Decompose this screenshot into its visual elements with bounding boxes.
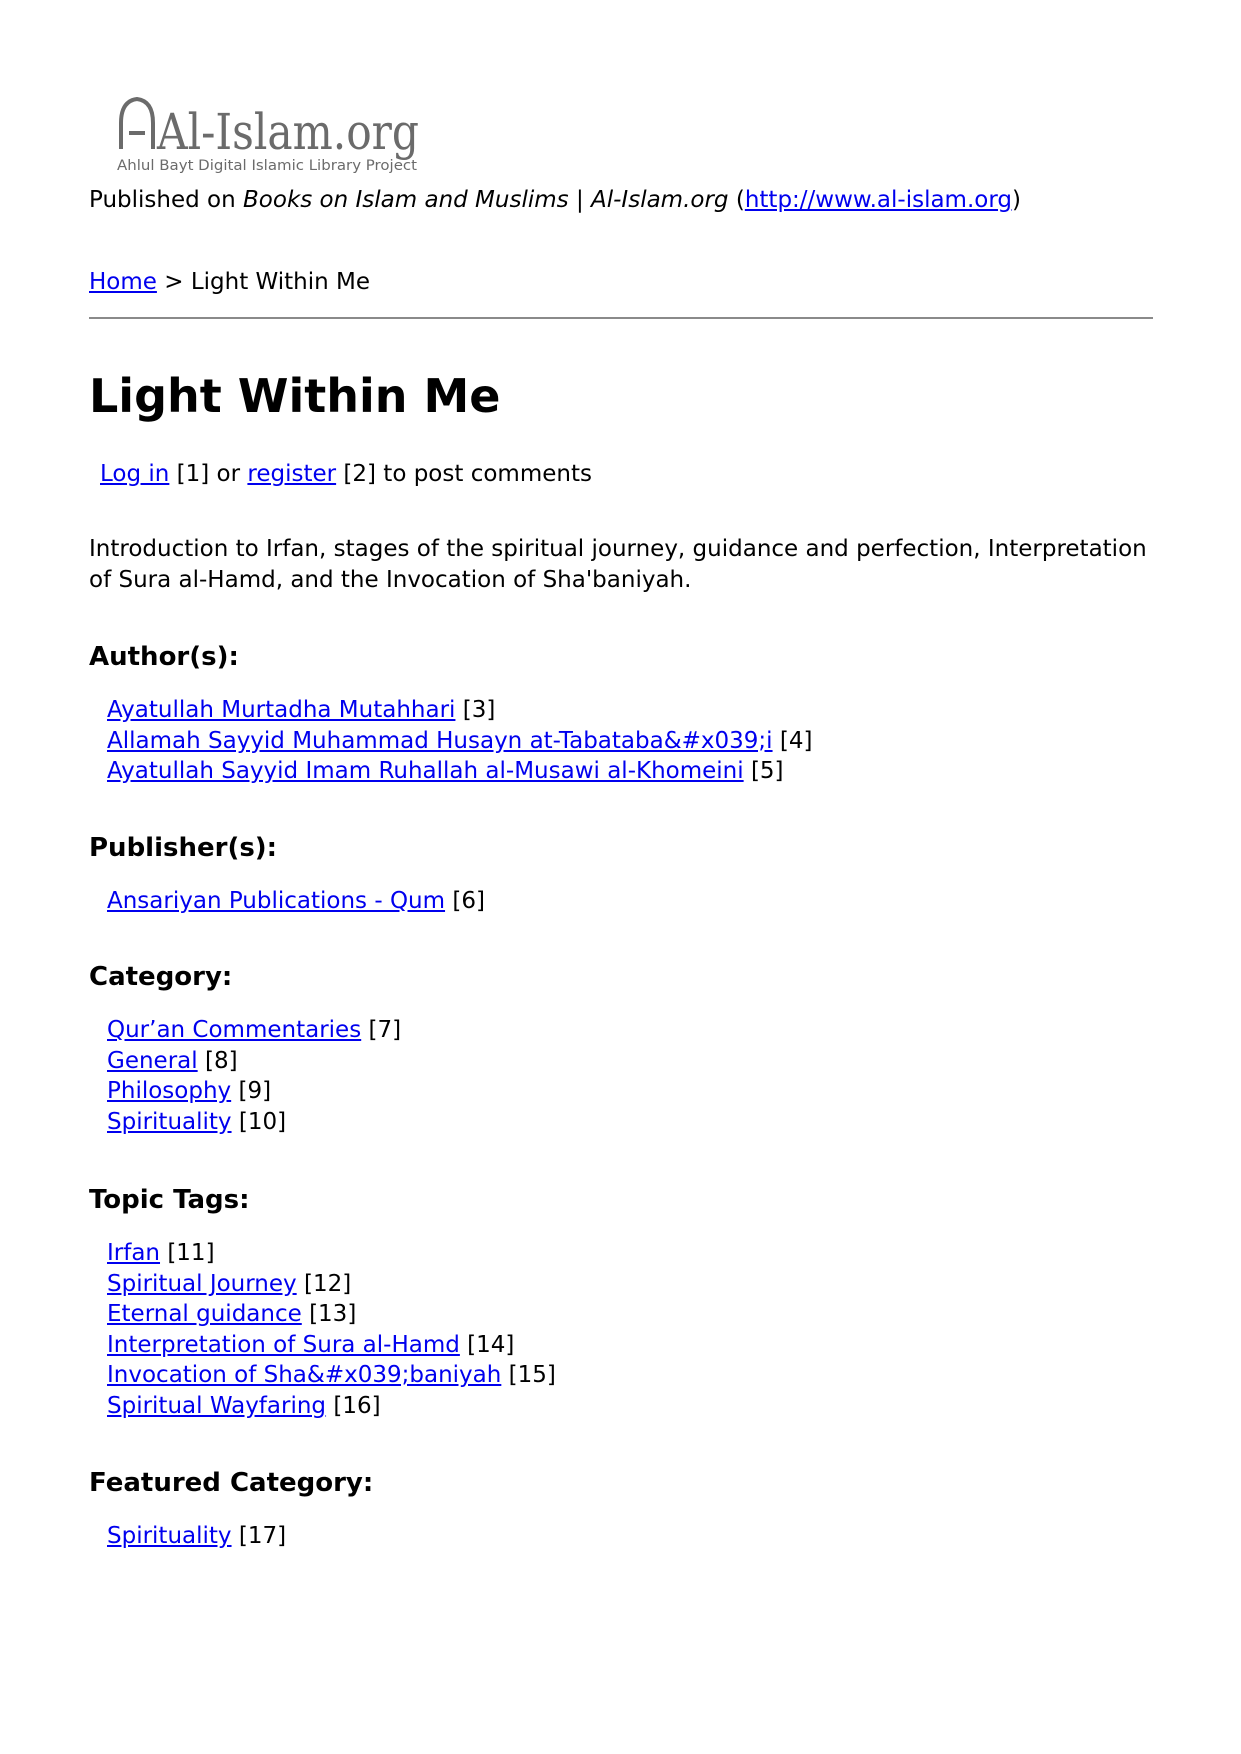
list-item (107, 726, 812, 757)
ref-number: [6] (445, 888, 485, 914)
category-link[interactable]: Spirituality (107, 1108, 232, 1135)
category-heading: Category: (89, 962, 233, 992)
ref-number: [7] (361, 1017, 402, 1043)
register-link[interactable]: register (247, 461, 337, 487)
list-item (107, 1360, 556, 1391)
ref-number: [17] (231, 1523, 287, 1549)
ref-number: [12] (296, 1270, 352, 1297)
publisher-link[interactable]: Ansariyan Publications - Qum (107, 888, 446, 914)
list-item (107, 886, 485, 917)
publishers-heading: Publisher(s): (89, 833, 278, 863)
site-url-link[interactable]: http://www.al-islam.org (744, 187, 1013, 213)
ref-number: [14] (459, 1331, 515, 1358)
list-item (107, 1015, 401, 1046)
breadcrumb-current: > Light Within Me (156, 269, 371, 295)
category-link[interactable]: General (107, 1047, 198, 1074)
register-ref: [2] to post comments (336, 461, 592, 487)
ref-number: [9] (231, 1078, 272, 1104)
breadcrumb-home-link[interactable]: Home (89, 269, 157, 295)
published-prefix: Published on (89, 187, 244, 213)
list-item (107, 1521, 286, 1552)
list-item (107, 1391, 556, 1422)
tag-link[interactable]: Spiritual Journey (107, 1270, 297, 1297)
login-ref: [1] or (169, 461, 248, 487)
ref-number: [13] (301, 1301, 357, 1327)
list-item (107, 1107, 401, 1138)
ref-number: [5] (743, 758, 784, 784)
tag-link[interactable]: Interpretation of Sura al-Hamd (107, 1331, 460, 1358)
header-divider (89, 317, 1153, 319)
site-logo[interactable] (115, 95, 475, 177)
published-open: ( (728, 187, 745, 213)
site-logo-graphic (115, 95, 475, 177)
published-close: ) (1012, 187, 1021, 213)
category-list (107, 1015, 401, 1137)
author-link[interactable]: Ayatullah Sayyid Imam Ruhallah al-Musawi al-Khomeini (107, 758, 744, 784)
login-link[interactable]: Log in (100, 461, 170, 487)
published-line (89, 185, 1021, 216)
featured-category-link[interactable]: Spirituality (107, 1523, 232, 1549)
logo-tagline: Ahlul Bayt Digital Islamic Library Project (117, 158, 418, 174)
authors-list (107, 695, 812, 787)
ref-number: [10] (231, 1108, 287, 1135)
logo-wordmark: Al-Islam.org (156, 103, 419, 161)
category-link[interactable]: Qur’an Commentaries (107, 1017, 362, 1043)
list-item (107, 756, 812, 787)
list-item (107, 1299, 556, 1330)
ref-number: [8] (197, 1047, 238, 1074)
ref-number: [4] (772, 727, 813, 754)
ref-number: [3] (455, 697, 496, 723)
list-item (107, 695, 812, 726)
tag-link[interactable]: Spiritual Wayfaring (107, 1392, 327, 1419)
topic-tags-heading: Topic Tags: (89, 1185, 250, 1215)
book-description: Introduction to Irfan, stages of the spiritual journey, guidance and perfection, Interpretation of Sura al-Hamd, and the Invocation of Sha'baniyah. (89, 536, 1147, 593)
author-link[interactable]: Ayatullah Murtadha Mutahhari (107, 697, 456, 723)
ref-number: [16] (326, 1392, 381, 1419)
tag-link[interactable]: Eternal guidance (107, 1301, 302, 1327)
comment-login-prompt (100, 459, 592, 490)
list-item (107, 1046, 401, 1077)
ref-number: [15] (501, 1362, 556, 1388)
page-title: Light Within Me (89, 369, 501, 423)
category-link[interactable]: Philosophy (107, 1078, 232, 1104)
topic-tags-list (107, 1238, 556, 1421)
featured-category-list (107, 1521, 286, 1552)
publishers-list (107, 886, 485, 917)
author-link[interactable]: Allamah Sayyid Muhammad Husayn at-Tabataba&#x039;i (107, 727, 773, 754)
authors-heading: Author(s): (89, 642, 239, 672)
breadcrumb (89, 267, 370, 298)
list-item (107, 1330, 556, 1361)
list-item (107, 1269, 556, 1300)
tag-link[interactable]: Invocation of Sha&#x039;baniyah (107, 1362, 502, 1388)
list-item (107, 1238, 556, 1269)
list-item (107, 1076, 401, 1107)
tag-link[interactable]: Irfan (107, 1240, 161, 1266)
ref-number: [11] (160, 1240, 215, 1266)
featured-category-heading: Featured Category: (89, 1468, 374, 1498)
published-site: Books on Islam and Muslims | Al-Islam.org (243, 187, 729, 213)
